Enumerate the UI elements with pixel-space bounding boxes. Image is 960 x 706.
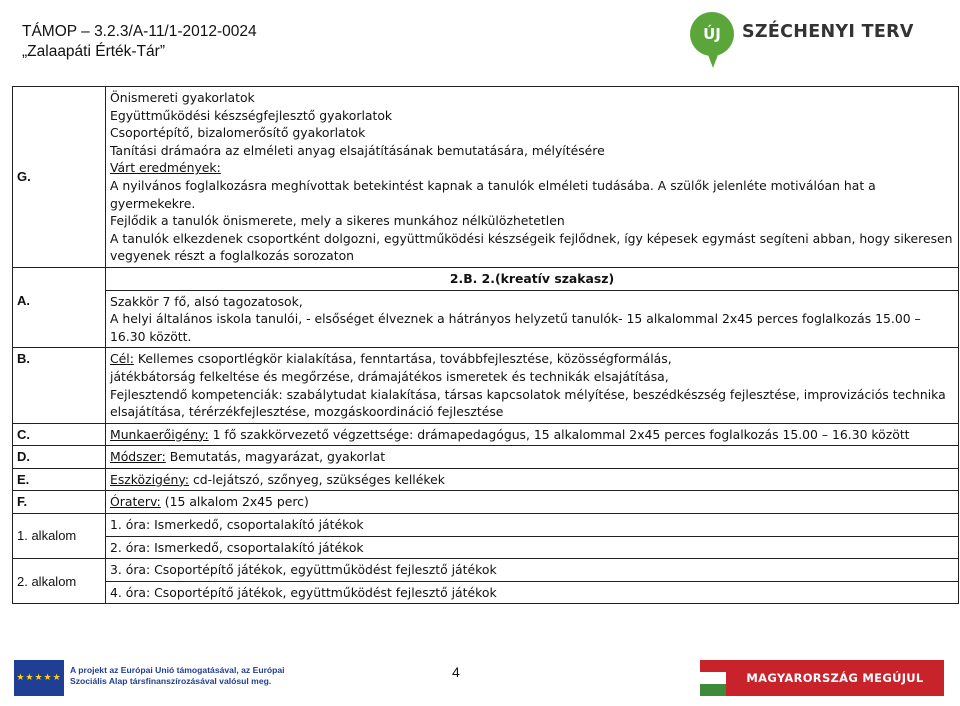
magyarorszag-megujul-logo xyxy=(700,656,946,698)
hungarian-flag-icon xyxy=(700,660,726,696)
eu-text-line-1: A projekt az Európai Unió támogatásával, az Európai xyxy=(70,665,285,675)
e-text: cd-lejátszó, szőnyeg, szükséges kellékek xyxy=(189,471,445,487)
session-1-item-1: 1. óra: Ismerkedő, csoportalakító játékok xyxy=(106,514,959,537)
b-line-3: Fejlesztendő kompetenciák: szabálytudat kialakítása, társas kapcsolatok mélyítése, beszédkészség fejlesztése, improvizációs technika elsajátítása, térérzékfejlesztése, mozgáskoordináció fejlesztése xyxy=(110,386,946,420)
g-line-4: Tanítási drámaóra az elméleti anyag elsajátításának bemutatására, mélyítésére xyxy=(110,142,605,158)
row-content-f xyxy=(106,491,959,514)
row-label-f: F. xyxy=(13,491,106,514)
row-content-e xyxy=(106,468,959,491)
table-row-section xyxy=(13,267,959,290)
row-label-b: B. xyxy=(13,348,106,423)
table-row-session-1a xyxy=(13,514,959,537)
row-label-g: G. xyxy=(13,87,106,268)
row-label-d: D. xyxy=(13,446,106,469)
szechenyi-terv-logo xyxy=(690,12,920,72)
row-label-e: E. xyxy=(13,468,106,491)
table-row-d xyxy=(13,446,959,469)
session-label-2: 2. alkalom xyxy=(13,559,106,604)
f-text: (15 alkalom 2x45 perc) xyxy=(160,494,309,510)
eu-text-line-2: Szociális Alap társfinanszírozásával valósul meg. xyxy=(70,676,272,686)
g-line-3: Csoportépítő, bizalomerősítő gyakorlatok xyxy=(110,125,366,141)
table-row-b xyxy=(13,348,959,423)
uj-badge: ÚJ xyxy=(690,12,734,56)
row-content-c xyxy=(106,423,959,446)
session-2-item-2: 4. óra: Csoportépítő játékok, együttműködést fejlesztő játékok xyxy=(106,581,959,604)
table-row-e xyxy=(13,468,959,491)
g-line-2: Együttműködési készségfejlesztő gyakorlatok xyxy=(110,107,393,123)
g-line-7: Fejlődik a tanulók önismerete, mely a sikeres munkához nélkülözhetetlen xyxy=(110,213,565,229)
eu-flag-icon: ★★★★★ xyxy=(14,660,64,696)
cel-text: Kellemes csoportlégkör kialakítása, fenntartása, továbbfejlesztése, közösségformálás, xyxy=(133,351,672,367)
row-label-c: C. xyxy=(13,423,106,446)
e-key: Eszközigény: xyxy=(110,471,189,487)
cel-label: Cél: xyxy=(110,351,134,367)
g-line-1: Önismereti gyakorlatok xyxy=(110,90,255,105)
table-row-g xyxy=(13,87,959,268)
table-row-session-1b xyxy=(13,536,959,559)
b-line-2: játékbátorság felkeltése és megőrzése, drámajátékos ismeretek és technikák elsajátítása, xyxy=(110,368,669,384)
expected-results-heading: Várt eredmények: xyxy=(110,160,221,176)
g-line-6: A nyilvános foglalkozásra meghívottak betekintést kapnak a tanulók elméleti tudásába. A szülők jelenléte motiválóan hat a gyermekekre. xyxy=(110,177,876,211)
d-key: Módszer: xyxy=(110,449,166,465)
table-row-session-2b xyxy=(13,581,959,604)
logo-text: SZÉCHENYI TERV xyxy=(742,22,914,42)
project-name: „Zalaapáti Érték-Tár” xyxy=(22,43,165,60)
table-row-a xyxy=(13,290,959,348)
d-text: Bemutatás, magyarázat, gyakorlat xyxy=(165,449,386,465)
project-code: TÁMOP – 3.2.3/A-11/1-2012-0024 xyxy=(22,23,257,40)
session-1-item-2: 2. óra: Ismerkedő, csoportalakító játékok xyxy=(106,536,959,559)
a-line-2: A helyi általános iskola tanulói, - elsőséget élveznek a hátrányos helyzetű tanulók- 15 alkalommal 2x45 perces foglalkozás 15.00 – 16.30 között. xyxy=(110,311,921,344)
g-line-8: A tanulók elkezdenek csoportként dolgozni, együttműködési készségeik fejlődnek, így képesek egymást segíteni abban, hogy sikeresen vegyenek részt a foglalkozás sorozaton xyxy=(110,230,953,264)
row-label-a: A. xyxy=(13,290,106,348)
c-text: 1 fő szakkörvezető végzettsége: drámapedagógus, 15 alkalommal 2x45 perces foglalkozás 15.00 – 16.30 között xyxy=(208,426,910,442)
c-key: Munkaerőigény: xyxy=(110,426,209,442)
page-number: 4 xyxy=(452,664,460,680)
document-header xyxy=(22,22,257,62)
row-content-a xyxy=(106,290,959,348)
row-content-d xyxy=(106,446,959,469)
table-row-f xyxy=(13,491,959,514)
hu-banner-text: MAGYARORSZÁG MEGÚJUL xyxy=(726,660,944,696)
a-line-1: Szakkör 7 fő, alsó tagozatosok, xyxy=(110,293,303,309)
row-content-g xyxy=(106,87,959,268)
session-2-item-1: 3. óra: Csoportépítő játékok, együttműködést fejlesztő játékok xyxy=(106,559,959,582)
eu-funding-logo xyxy=(14,656,285,700)
table-row-session-2a xyxy=(13,559,959,582)
row-content-b xyxy=(106,348,959,423)
program-table xyxy=(12,86,959,604)
table-row-c xyxy=(13,423,959,446)
section-heading: 2.B. 2.(kreatív szakasz) xyxy=(106,267,959,290)
session-label-1: 1. alkalom xyxy=(13,514,106,559)
f-key: Óraterv: xyxy=(110,494,161,510)
logo-pin-icon xyxy=(707,52,719,68)
